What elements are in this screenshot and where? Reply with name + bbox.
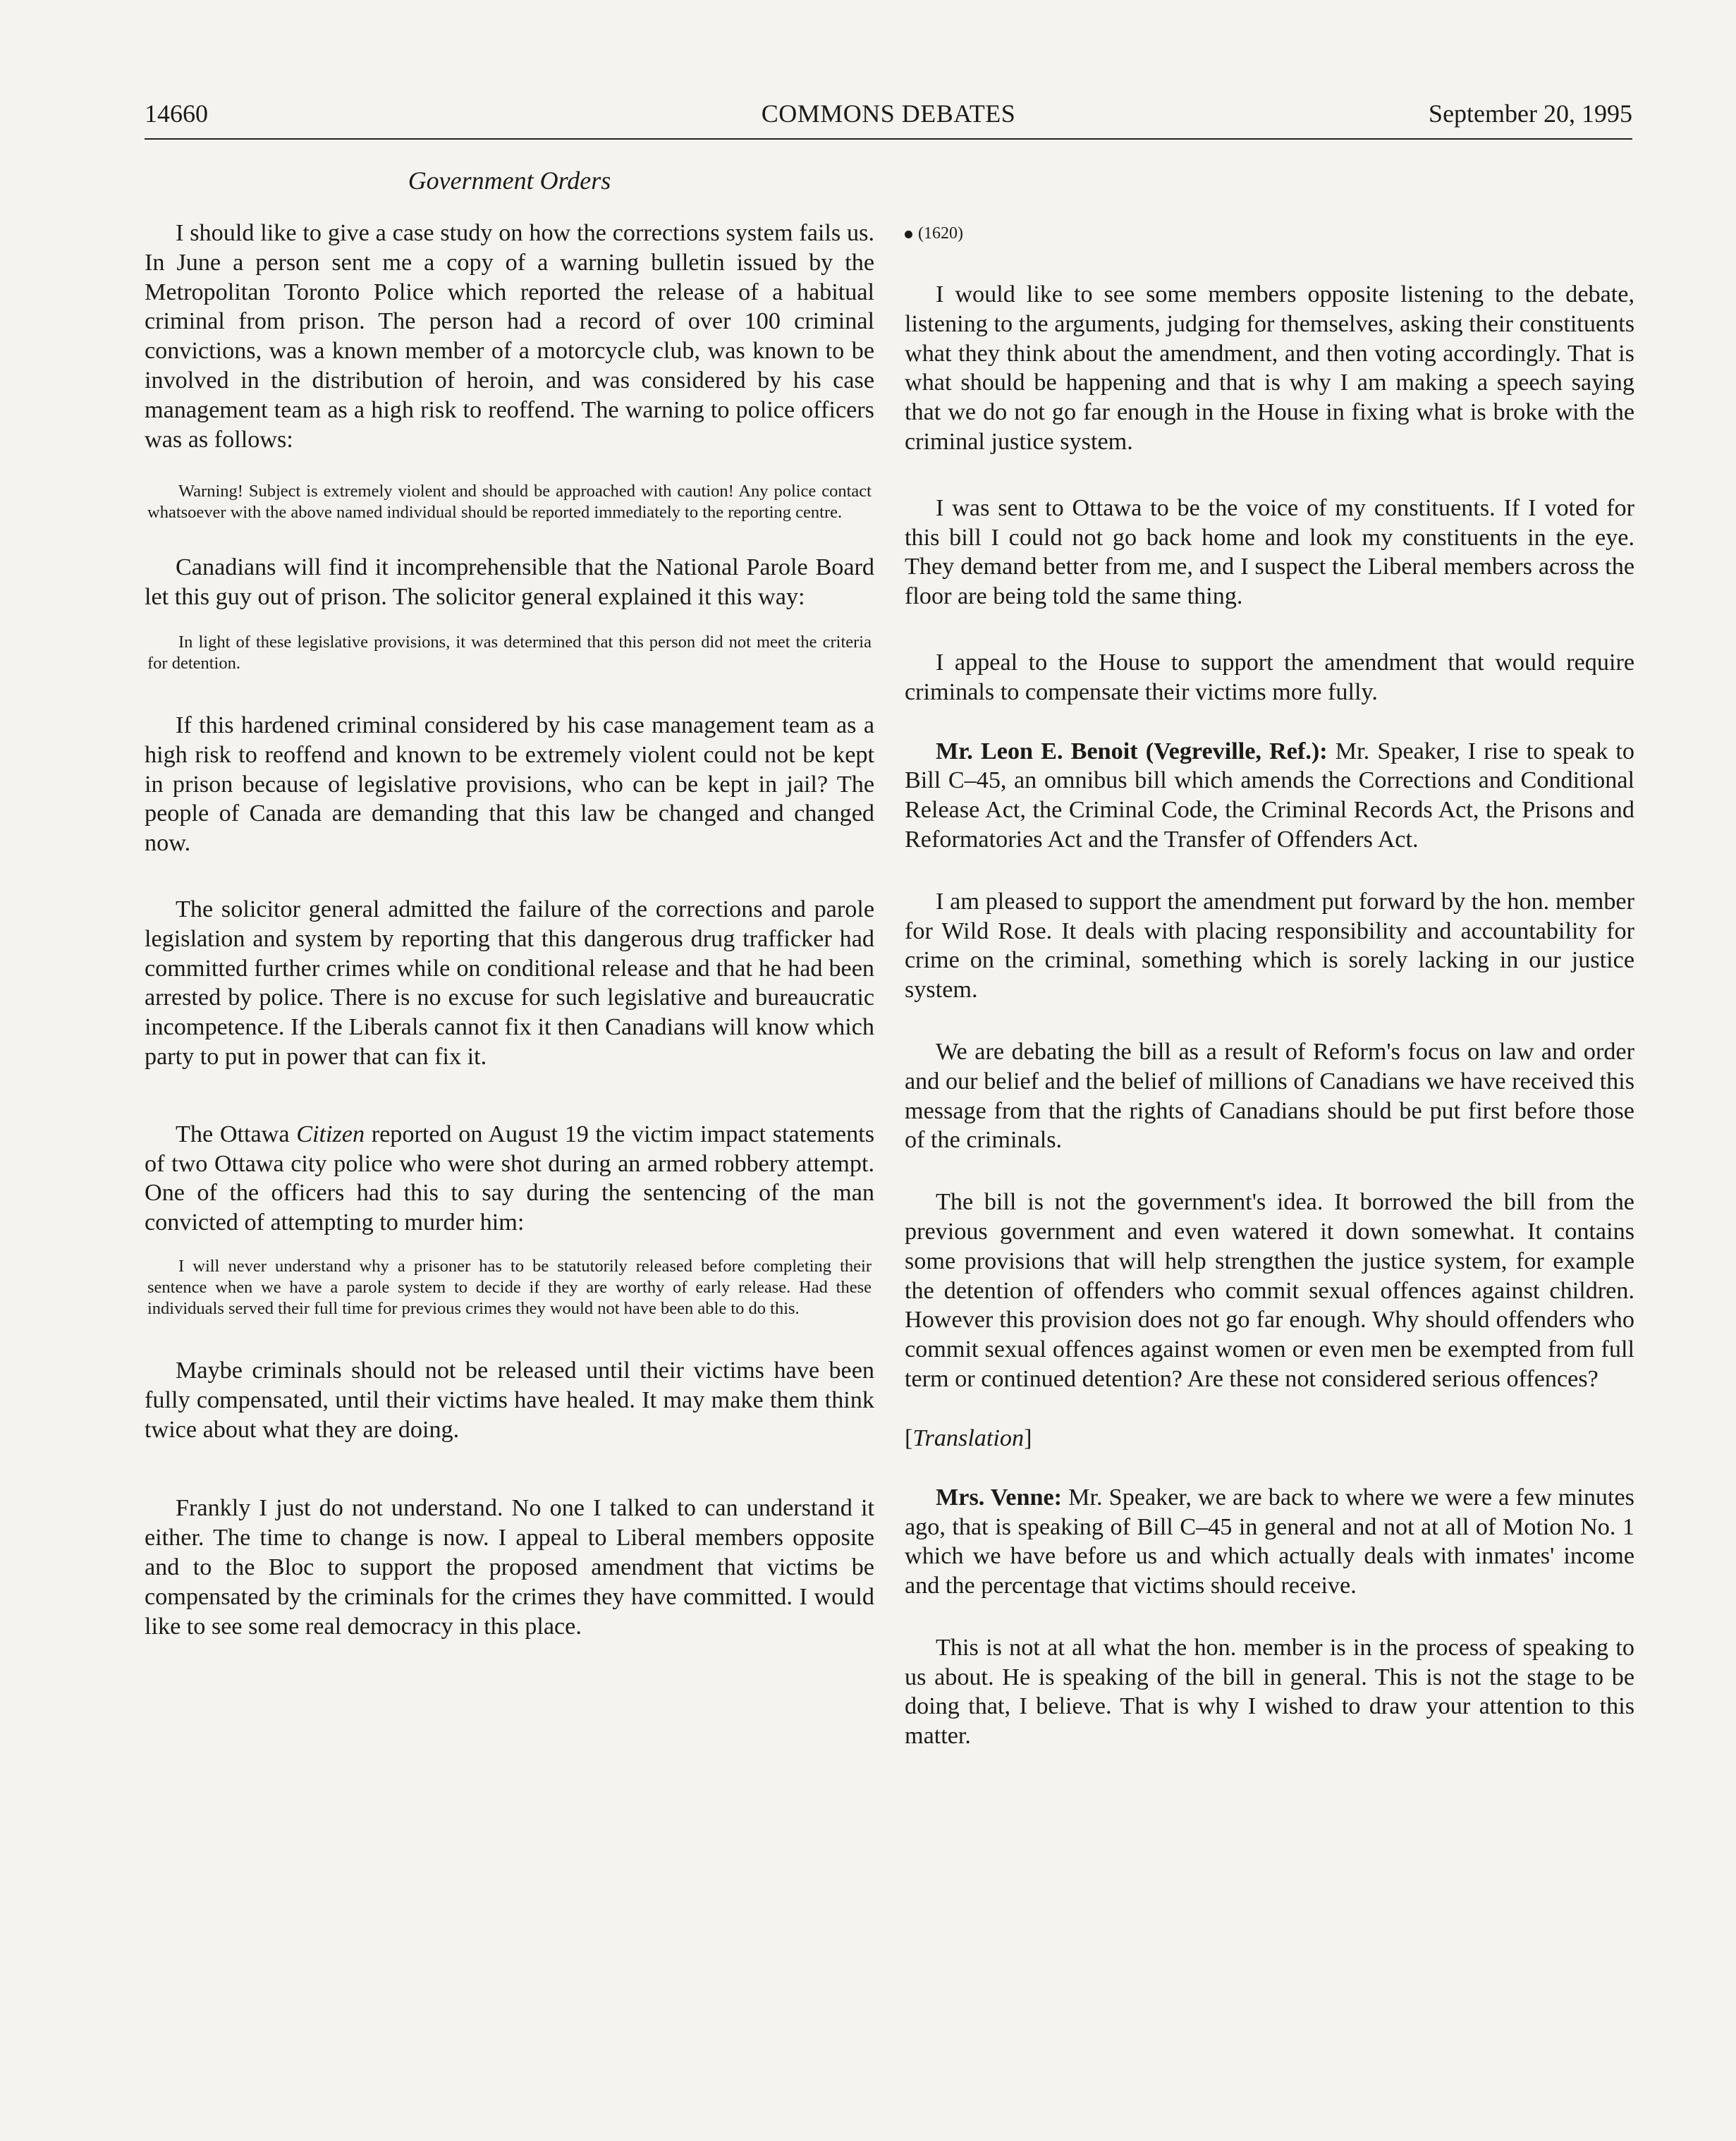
left-quote-3: I will never understand why a prisoner has to be statutorily released before completing their sentence when we have a parole system to decide if they are worthy of early release. Had these individuals served their full time for previous crimes they would not have been able to do this. xyxy=(147,1256,872,1318)
left-paragraph-1: I should like to give a case study on how the corrections system fails us. In June a person sent me a copy of a warning bulletin issued by the Metropolitan Toronto Police which reported the release of a habitual criminal from prison. The person had a record of over 100 criminal convictions, was a known member of a motorcycle club, was known to be involved in the distribution of heroin, and was considered by his case management team as a high risk to reoffend. The warning to police officers was as follows: xyxy=(145,220,874,453)
time-marker xyxy=(905,224,1634,243)
speaker-name-venne: Mrs. Venne: xyxy=(936,1484,1063,1511)
left-quote-1: Warning! Subject is extremely violent and should be approached with caution! Any police contact whatsoever with the above named individual should be reported immediately to the reporting centre. xyxy=(147,482,872,523)
header-rule xyxy=(145,138,1632,140)
left-paragraph-4: The solicitor general admitted the failure of the corrections and parole legislation and system by reporting that this dangerous drug trafficker had committed further crimes while on conditional release and that he had been arrested by police. There is no excuse for such legislative and bureaucratic incompetence. If the Liberals cannot fix it then Canadians will know which party to put in power that can fix it. xyxy=(145,896,874,1070)
speech-text-venne: Mr. Speaker, we are back to where we were a few minutes ago, that is speaking of Bill C–45 in general and not at all of Motion No. 1 which we have before us and which actually deals with inmates' income and the percentage that victims should receive. xyxy=(905,1484,1634,1599)
right-column xyxy=(905,219,1634,1751)
left-paragraph-2: Canadians will find it incomprehensible that the National Parole Board let this guy out of prison. The solicitor general explained it this way: xyxy=(145,554,874,611)
publication-date: September 20, 1995 xyxy=(1429,99,1632,128)
newspaper-name: Citizen xyxy=(296,1121,365,1147)
translation-label: Translation xyxy=(912,1425,1025,1451)
right-paragraph-1: I would like to see some members opposite listening to the debate, listening to the arguments, judging for themselves, asking their constituents what they think about the amendment, and then voting accordingly. That is what should be happening and that is why I am making a speech saying that we do not go far enough in the House in fixing what is broke with the criminal justice system. xyxy=(905,281,1634,455)
right-paragraph-8 xyxy=(905,1483,1634,1601)
right-paragraph-2: I was sent to Ottawa to be the voice of my constituents. If I voted for this bill I could not go back home and look my constituents in the eye. They demand better from me, and I suspect the Liberal members across the floor are being told the same thing. xyxy=(905,494,1634,610)
speech-text: Mr. Speaker, I rise to speak to Bill C–45, an omnibus bill which amends the Corrections and Conditional Release Act, the Criminal Code, the Criminal Records Act, the Prisons and Reformatories Act and the Transfer of Offenders Act. xyxy=(905,738,1634,853)
page-header xyxy=(145,99,1632,135)
bullet-icon xyxy=(905,231,912,238)
publication-title: COMMONS DEBATES xyxy=(761,99,1016,128)
right-paragraph-6: We are debating the bill as a result of Reform's focus on law and order and our belief and the belief of millions of Canadians we have received this message from that the rights of Canadians should be put first before those of the criminals. xyxy=(905,1038,1634,1154)
right-paragraph-4 xyxy=(905,737,1634,855)
left-column xyxy=(145,219,874,1641)
right-paragraph-3: I appeal to the House to support the amendment that would require criminals to compensate their victims more fully. xyxy=(905,649,1634,705)
left-quote-2: In light of these legislative provisions, it was determined that this person did not meet the criteria for detention. xyxy=(147,632,872,673)
left-paragraph-6: Maybe criminals should not be released until their victims have been fully compensated, until their victims have healed. It may make them think twice about what they are doing. xyxy=(145,1357,874,1443)
right-paragraph-5: I am pleased to support the amendment put forward by the hon. member for Wild Rose. It deals with placing responsibility and accountability for crime on the criminal, something which is sorely lacking in our justice system. xyxy=(905,888,1634,1004)
p5-before: The Ottawa xyxy=(176,1121,297,1147)
page-number: 14660 xyxy=(145,99,208,128)
left-paragraph-7: Frankly I just do not understand. No one I talked to can understand it either. The time to change is now. I appeal to Liberal members opposite and to the Bloc to support the proposed amendment that victims be compensated by the criminals for the crimes they have committed. I would like to see some real democracy in this place. xyxy=(145,1495,874,1640)
left-paragraph-3: If this hardened criminal considered by his case management team as a high risk to reoffend and known to be extremely violent could not be kept in prison because of legislative provisions, who can be kept in jail? The people of Canada are demanding that this law be changed and changed now. xyxy=(145,712,874,857)
left-paragraph-5 xyxy=(145,1120,874,1238)
translation-note: [Translation] xyxy=(905,1425,1032,1451)
time-marker-text: (1620) xyxy=(918,224,963,243)
right-paragraph-7: The bill is not the government's idea. It borrowed the bill from the previous government and even watered it down somewhat. It contains some provisions that will help strengthen the justice system, for example the detention of offenders who commit sexual offences against children. However this provision does not go far enough. Why should offenders who commit sexual offences against women or even men be exempted from full term or continued detention? Are these not considered serious offences? xyxy=(905,1189,1634,1392)
speaker-name: Mr. Leon E. Benoit (Vegreville, Ref.): xyxy=(936,738,1328,764)
p5-after: reported on August 19 the victim impact statements of two Ottawa city police who were shot during an armed robbery attempt. One of the officers had this to say during the sentencing of the man convicted of attempting to murder him: xyxy=(145,1121,875,1236)
section-title: Government Orders xyxy=(408,166,611,195)
right-paragraph-9: This is not at all what the hon. member is in the process of speaking to us about. He is speaking of the bill in general. This is not the stage to be doing that, I believe. That is why I wished to draw your attention to this matter. xyxy=(905,1634,1634,1750)
